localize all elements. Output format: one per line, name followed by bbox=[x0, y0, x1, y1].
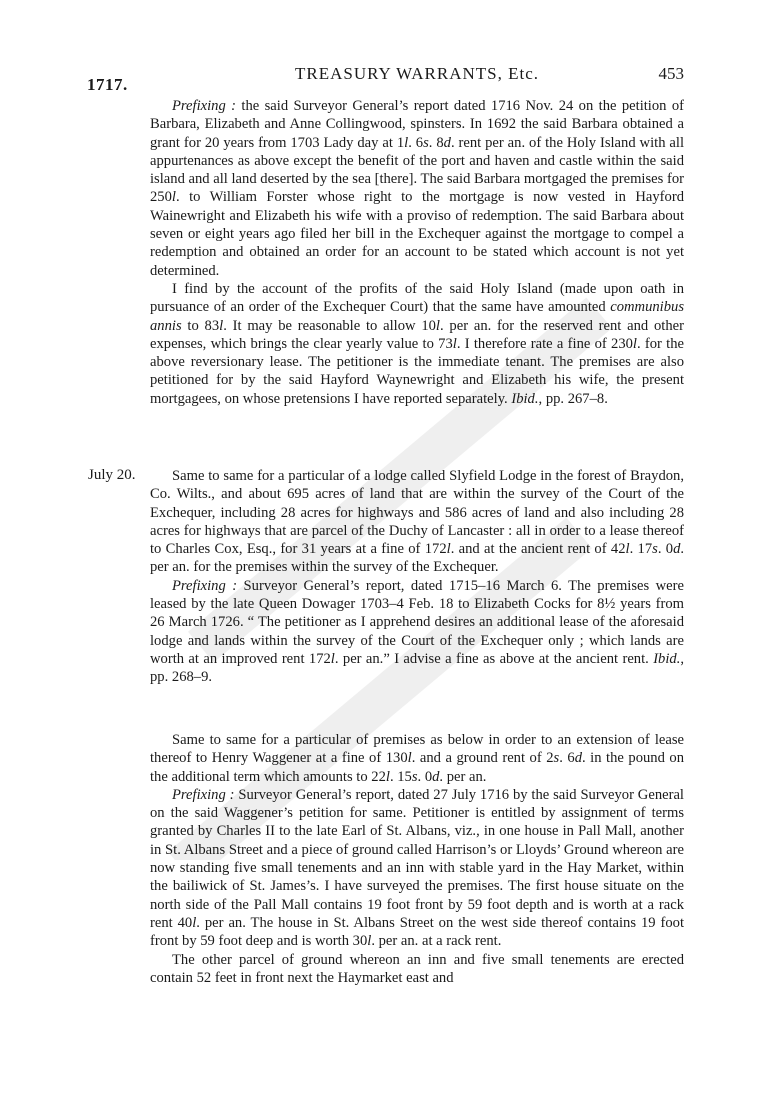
unit: l bbox=[625, 541, 630, 558]
prefixing-label: Prefixing : bbox=[172, 786, 235, 803]
prefixing-label: Prefixing : bbox=[172, 577, 238, 594]
text: Same to same for a particular of a lodge called Slyfield Lodge in the forest of Braydon, Co. Wilts., and about 695 acres of land that are within the survey of the Court of the Exchequer, including 28 acres for highways and 586 acres of land and also including 28 acres for highways that are parcel of the Duchy of Lancaster : all in order to a lease thereof to Charles Cox, Esq., for 31 years at a fine of 172 bbox=[150, 468, 684, 558]
text: I find by the account of the profits of the said Holy Island (made upon oath in pursuance of an order of the Exchequer Court) that the same have amounted bbox=[150, 280, 684, 316]
ibid-reference: Ibid. bbox=[653, 650, 681, 667]
entry-holy-island bbox=[150, 97, 684, 408]
paragraph bbox=[150, 467, 684, 577]
prefixing-label: Prefixing : bbox=[172, 98, 237, 114]
unit: s bbox=[553, 750, 560, 767]
text: . 17 bbox=[629, 541, 653, 558]
text: the said Surveyor General’s report dated 1716 Nov. 24 on the petition of Barbara, Elizabeth and Anne Collingwood, spinsters. In 1692 the said Barbara obtained a grant for 20 years from 1703 Lady day at 1 bbox=[150, 98, 684, 151]
unit: l bbox=[452, 335, 457, 352]
text: . I therefore rate a fine of 230 bbox=[456, 335, 633, 352]
latin-phrase: communibus annis bbox=[150, 299, 684, 334]
text: Same to same for a particular of premises as below in order to an extension of lease thereof to Henry Waggener at a fine of 130 bbox=[150, 732, 684, 767]
margin-year: 1717. bbox=[87, 75, 128, 94]
paragraph bbox=[150, 577, 684, 687]
text: . per an. for the reserved rent and other expenses, which brings the clear yearly value to 73 bbox=[150, 317, 684, 352]
text: . rent per an. of the Holy Island with all appurtenances as above except the benefit of the port and haven and castle within the said island and all land deserted by the sea [there]. The said Barbara mortgaged the premises for 250 bbox=[150, 134, 685, 206]
text: . 8 bbox=[428, 134, 444, 151]
text: . It may be reasonable to allow 10 bbox=[223, 317, 436, 334]
text: to 83 bbox=[181, 317, 220, 334]
unit: d bbox=[673, 541, 681, 558]
paragraph bbox=[150, 731, 684, 786]
unit: d bbox=[432, 768, 440, 785]
unit: l bbox=[385, 768, 390, 785]
ibid-reference: Ibid. bbox=[511, 390, 539, 407]
unit: s bbox=[652, 541, 658, 558]
page-number: 453 bbox=[658, 64, 684, 83]
entry-slyfield-lodge bbox=[150, 467, 684, 687]
text: Surveyor General’s report, dated 27 July 1716 by the said Surveyor General on the said Waggener’s petition for same. Petitioner is entitled by assignment of terms granted by Charles II to the late Earl of St. Albans, viz., in one house in Pall Mall, another in St. Albans Street and a piece of ground called Harrison’s or Lloyds’ Ground whereon are now standing five small tenements and an inn with stable yard in the Hay Market, within the bailiwick of St. James’s. I have surveyed the premises. The first house situate on the north side of the Pall Mall contains 19 foot front by 59 foot depth and is worth at a rack rent 40 bbox=[150, 786, 684, 931]
margin-date: July 20. bbox=[88, 467, 136, 483]
text: Surveyor General’s report, dated 1715–16 March 6. The premises were leased by the late Queen Dowager 1703–4 Feb. 18 to Elizabeth Cocks for 8½ years from 26 March 1726. “ The petitioner as I apprehend desires an additional lease of the aforesaid lodge and lands within the survey of the Court of the Exchequer only ; which lands are worth at an improved rent 172 bbox=[150, 577, 684, 667]
text: . 6 bbox=[408, 134, 424, 151]
unit: l bbox=[192, 914, 197, 931]
entry-waggener bbox=[150, 731, 684, 987]
text: . per an. for the premises within the survey of the Exchequer. bbox=[150, 541, 685, 576]
text: . in the pound on the additional term which amounts to 22 bbox=[150, 750, 685, 785]
paragraph: The other parcel of ground whereon an inn and five small tenements are erected contain 52 feet in front next the Haymarket east and bbox=[150, 951, 684, 986]
text: . for the above reversionary lease. The petitioner is the immediate tenant. The premises are also petitioned for by the said Hayford Waynewright and Elizabeth his wife, the present mortgagees, on whose pretensions I have reported separately. bbox=[150, 335, 685, 407]
unit: d bbox=[443, 134, 451, 151]
paragraph bbox=[150, 97, 684, 280]
text: , pp. 267–8. bbox=[538, 390, 608, 407]
text: . 0 bbox=[657, 541, 674, 558]
text: . 6 bbox=[559, 750, 575, 767]
text: . and at the ancient rent of 42 bbox=[450, 541, 626, 558]
paragraph bbox=[150, 786, 684, 951]
unit: l bbox=[446, 541, 451, 558]
text: . 15 bbox=[389, 768, 412, 785]
unit: l bbox=[407, 750, 412, 767]
unit: s bbox=[411, 768, 418, 785]
unit: l bbox=[632, 335, 637, 352]
unit: l bbox=[171, 189, 176, 206]
unit: l bbox=[367, 933, 372, 950]
text: . per an. bbox=[439, 768, 487, 785]
unit: l bbox=[404, 134, 409, 151]
paragraph bbox=[150, 280, 684, 408]
text: . and a ground rent of 2 bbox=[411, 750, 554, 767]
unit: l bbox=[330, 650, 335, 667]
unit: l bbox=[435, 317, 440, 334]
text: . to William Forster whose right to the mortgage is now vested in Hayford Wainewright and Elizabeth his wife with a proviso of redemption. The said Barbara about seven or eight years ago filed her bill in the Exchequer against the mortgage to compel a redemption and obtained an order for an account to be stated which account is not yet determined. bbox=[150, 189, 684, 279]
text: , pp. 268–9. bbox=[150, 650, 685, 686]
text: . per an. The house in St. Albans Street on the west side thereof contains 19 foot front by 59 foot deep and is worth 30 bbox=[150, 914, 685, 950]
text: . 0 bbox=[417, 768, 433, 785]
text: . per an. at a rack rent. bbox=[371, 933, 502, 950]
unit: d bbox=[574, 750, 582, 767]
page-title: TREASURY WARRANTS, Etc. bbox=[294, 64, 540, 83]
unit: s bbox=[423, 134, 429, 151]
running-header bbox=[150, 64, 684, 88]
text: . per an.” I advise a fine as above at the ancient rent. bbox=[334, 650, 654, 667]
unit: l bbox=[219, 317, 224, 334]
